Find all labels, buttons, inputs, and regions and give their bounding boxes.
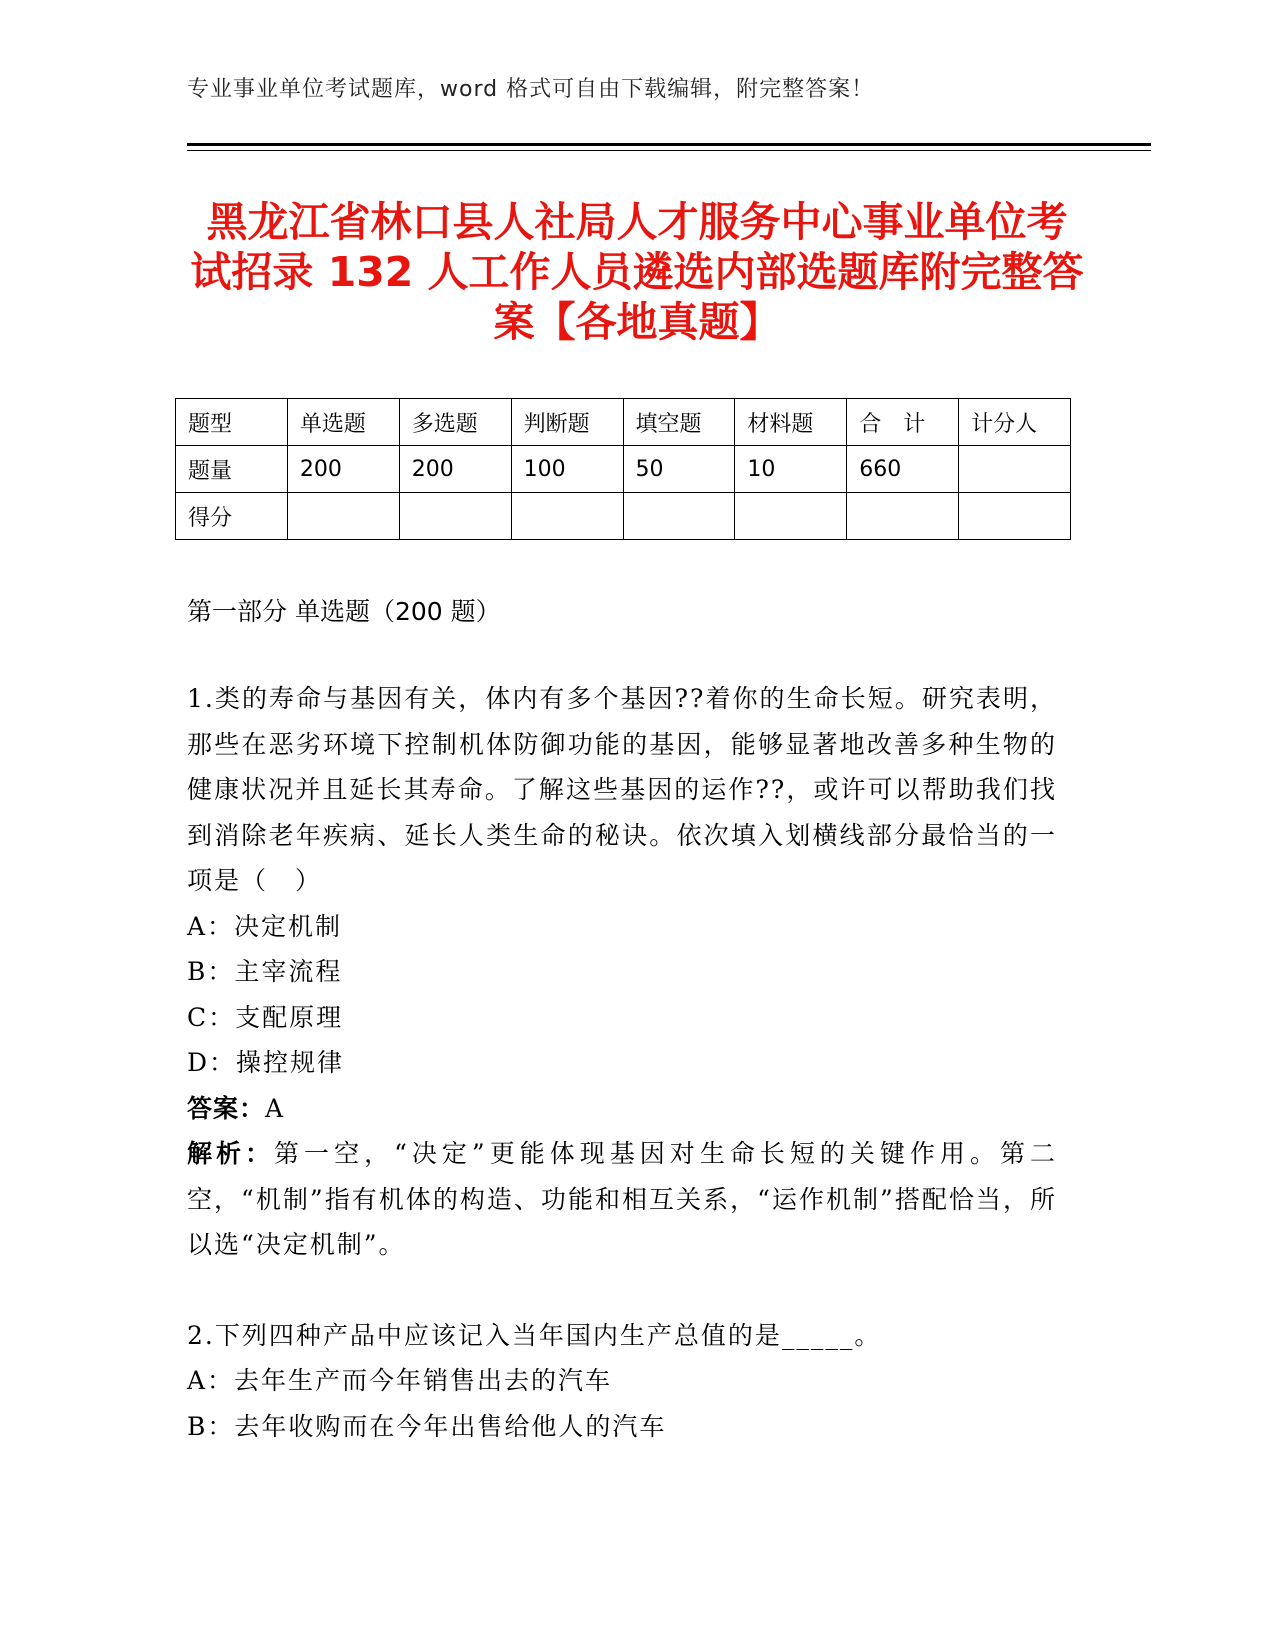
header-rule-thick <box>187 143 1151 146</box>
header-rule-thin <box>187 150 1151 151</box>
option-d: D：操控规律 <box>187 1048 345 1077</box>
table-cell: 计分人 <box>959 399 1071 446</box>
answer-label: 答案： <box>187 1093 266 1123</box>
table-cell: 200 <box>287 446 399 493</box>
analysis-label: 解析： <box>187 1139 275 1168</box>
table-cell: 660 <box>847 446 959 493</box>
question-gap <box>187 1268 1057 1313</box>
header-note: 专业事业单位考试题库，word 格式可自由下载编辑，附完整答案！ <box>187 77 875 102</box>
table-row-count <box>176 446 1071 493</box>
table-cell <box>623 493 735 540</box>
table-cell: 题型 <box>176 399 288 446</box>
analysis-text: 第一空，“决定”更能体现基因对生命长短的关键作用。第二空，“机制”指有机体的构造、功能和相互关系，“运作机制”搭配恰当，所以选“决定机制”。 <box>187 1139 1057 1259</box>
table-cell: 100 <box>511 446 623 493</box>
section-heading: 第一部分 单选题（200 题） <box>187 597 501 626</box>
option-b: B：主宰流程 <box>187 957 343 986</box>
table-cell: 判断题 <box>511 399 623 446</box>
question-stem: 1.类的寿命与基因有关，体内有多个基因??着你的生命长短。研究表明，那些在恶劣环境下控制机体防御功能的基因，能够显著地改善多种生物的健康状况并且延长其寿命。了解这些基因的运作??，或许可以帮助我们找到消除老年疾病、延长人类生命的秘诀。依次填入划横线部分最恰当的一项是（ ） <box>187 684 1057 895</box>
table-cell <box>511 493 623 540</box>
question-stem: 2.下列四种产品中应该记入当年国内生产总值的是_____。 <box>187 1320 882 1350</box>
table-cell: 合 计 <box>847 399 959 446</box>
option-b: B：去年收购而在今年出售给他人的汽车 <box>187 1411 667 1441</box>
table-cell <box>959 493 1071 540</box>
table-cell: 200 <box>399 446 511 493</box>
table-cell: 题量 <box>176 446 288 493</box>
table-cell: 单选题 <box>287 399 399 446</box>
document-title: 黑龙江省林口县人社局人才服务中心事业单位考试招录 132 人工作人员遴选内部选题库附完整答案【各地真题】 <box>190 198 1084 346</box>
table-cell: 材料题 <box>735 399 847 446</box>
table-cell: 得分 <box>176 493 288 540</box>
table-row-score <box>176 493 1071 540</box>
table-cell: 填空题 <box>623 399 735 446</box>
table-cell: 多选题 <box>399 399 511 446</box>
table-cell <box>399 493 511 540</box>
table-cell: 50 <box>623 446 735 493</box>
table-cell: 10 <box>735 446 847 493</box>
table-cell <box>959 446 1071 493</box>
option-a: A：去年生产而今年销售出去的汽车 <box>187 1366 613 1395</box>
table-cell <box>287 493 399 540</box>
question-list <box>187 676 1057 1449</box>
table-cell <box>847 493 959 540</box>
option-a: A：决定机制 <box>187 911 343 941</box>
option-c: C：支配原理 <box>187 1002 344 1032</box>
analysis-line <box>187 1131 1057 1268</box>
answer-line <box>187 1086 1057 1132</box>
table-header-row <box>176 399 1071 446</box>
score-table <box>175 398 1071 540</box>
answer-value: A <box>265 1093 286 1123</box>
table-cell <box>735 493 847 540</box>
